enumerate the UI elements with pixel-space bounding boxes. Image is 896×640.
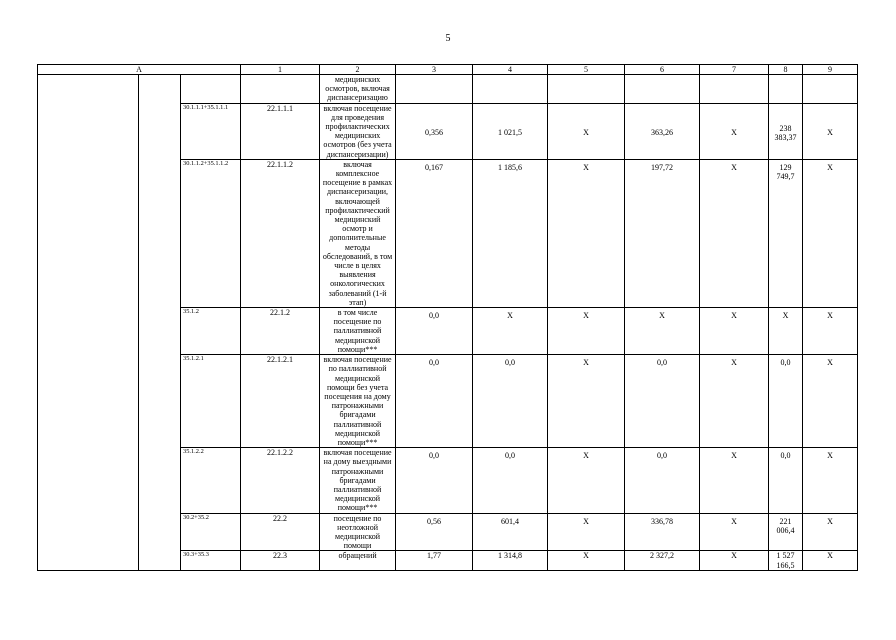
cell-col-9: Х bbox=[803, 448, 858, 513]
page-number: 5 bbox=[445, 33, 451, 44]
financing-table bbox=[37, 64, 858, 571]
cell-col-6 bbox=[625, 75, 700, 104]
cell-col-3: 0,0 bbox=[396, 355, 473, 448]
cell-col-8 bbox=[769, 75, 803, 104]
table-row bbox=[38, 75, 858, 104]
cell-col-8: 1 527 166,5 bbox=[769, 551, 803, 570]
row-name: включая комплексное посещение в рамках диспансеризации, включающей профилактический медицинский осмотр и дополнительные методы обследований, в том числе в целях выявления онкологических заболеваний (1-й этап) bbox=[320, 159, 396, 307]
cell-col-6: Х bbox=[625, 308, 700, 355]
cell-col-4: 1 185,6 bbox=[473, 159, 548, 307]
row-name: включая посещение на дому выездными патронажными бригадами паллиативной медицинской помощи*** bbox=[320, 448, 396, 513]
header-col-4: 4 bbox=[473, 65, 548, 75]
cell-col-4: 601,4 bbox=[473, 513, 548, 551]
cell-col-5: Х bbox=[548, 308, 625, 355]
cell-col-4: 1 314,8 bbox=[473, 551, 548, 570]
row-name: включая посещение для проведения профилактических медицинских осмотров (без учета диспансеризации) bbox=[320, 103, 396, 159]
row-name: включая посещение по паллиативной медицинской помощи без учета посещения на дому патронажными бригадами паллиативной медицинской помощи*** bbox=[320, 355, 396, 448]
cell-col-7: Х bbox=[700, 513, 769, 551]
cell-col-4: 0,0 bbox=[473, 448, 548, 513]
cell-col-7: Х bbox=[700, 448, 769, 513]
row-name: обращений bbox=[320, 551, 396, 570]
cell-col-8: Х bbox=[769, 308, 803, 355]
cell-col-3: 0,0 bbox=[396, 448, 473, 513]
cell-col-7: Х bbox=[700, 103, 769, 159]
row-code: 30.1.1.2+35.1.1.2 bbox=[181, 159, 241, 307]
cell-col-4: Х bbox=[473, 308, 548, 355]
cell-col-8: 0,0 bbox=[769, 448, 803, 513]
cell-col-3: 0,167 bbox=[396, 159, 473, 307]
row-name: медицинских осмотров, включая диспансеризацию bbox=[320, 75, 396, 104]
cell-col-9: Х bbox=[803, 513, 858, 551]
row-code: 30.1.1.1+35.1.1.1 bbox=[181, 103, 241, 159]
header-col-2: 2 bbox=[320, 65, 396, 75]
header-col-1: 1 bbox=[241, 65, 320, 75]
header-col-9: 9 bbox=[803, 65, 858, 75]
cell-col-6: 0,0 bbox=[625, 355, 700, 448]
cell-col-4: 0,0 bbox=[473, 355, 548, 448]
cell-col-4: 1 021,5 bbox=[473, 103, 548, 159]
cell-col-9: Х bbox=[803, 551, 858, 570]
cell-col-5: Х bbox=[548, 551, 625, 570]
cell-col-3: 0,56 bbox=[396, 513, 473, 551]
cell-col-7: Х bbox=[700, 355, 769, 448]
cell-col-7: Х bbox=[700, 308, 769, 355]
cell-col-5 bbox=[548, 75, 625, 104]
header-col-7: 7 bbox=[700, 65, 769, 75]
row-number: 22.1.2.1 bbox=[241, 355, 320, 448]
cell-col-6: 197,72 bbox=[625, 159, 700, 307]
cell-col-9 bbox=[803, 75, 858, 104]
cell-col-3: 0,356 bbox=[396, 103, 473, 159]
header-col-5: 5 bbox=[548, 65, 625, 75]
row-number: 22.3 bbox=[241, 551, 320, 570]
row-number: 22.1.1.1 bbox=[241, 103, 320, 159]
row-name: посещение по неотложной медицинской помощи bbox=[320, 513, 396, 551]
cell-col-5: Х bbox=[548, 103, 625, 159]
cell-col-6: 2 327,2 bbox=[625, 551, 700, 570]
row-name: в том числе посещение по паллиативной медицинской помощи*** bbox=[320, 308, 396, 355]
row-code: 35.1.2.2 bbox=[181, 448, 241, 513]
cell-col-6: 0,0 bbox=[625, 448, 700, 513]
cell-col-9: Х bbox=[803, 355, 858, 448]
cell-col-8: 238 383,37 bbox=[769, 103, 803, 159]
row-code: 30.2+35.2 bbox=[181, 513, 241, 551]
cell-col-7: Х bbox=[700, 551, 769, 570]
cell-col-6: 363,26 bbox=[625, 103, 700, 159]
empty-cell bbox=[139, 75, 181, 571]
cell-col-8: 0,0 bbox=[769, 355, 803, 448]
row-code: 35.1.2 bbox=[181, 308, 241, 355]
cell-col-8: 221 006,4 bbox=[769, 513, 803, 551]
row-code: 30.3+35.3 bbox=[181, 551, 241, 570]
row-code: 35.1.2.1 bbox=[181, 355, 241, 448]
row-number: 22.1.2 bbox=[241, 308, 320, 355]
empty-cell bbox=[38, 75, 139, 571]
row-number: 22.1.1.2 bbox=[241, 159, 320, 307]
header-col-a: А bbox=[38, 65, 241, 75]
row-code bbox=[181, 75, 241, 104]
cell-col-5: Х bbox=[548, 159, 625, 307]
header-col-6: 6 bbox=[625, 65, 700, 75]
cell-col-9: Х bbox=[803, 308, 858, 355]
row-number: 22.2 bbox=[241, 513, 320, 551]
row-number: 22.1.2.2 bbox=[241, 448, 320, 513]
cell-col-7: Х bbox=[700, 159, 769, 307]
cell-col-5: Х bbox=[548, 513, 625, 551]
cell-col-9: Х bbox=[803, 159, 858, 307]
cell-col-6: 336,78 bbox=[625, 513, 700, 551]
header-col-8: 8 bbox=[769, 65, 803, 75]
cell-col-9: Х bbox=[803, 103, 858, 159]
cell-col-5: Х bbox=[548, 448, 625, 513]
cell-col-3: 0,0 bbox=[396, 308, 473, 355]
row-number bbox=[241, 75, 320, 104]
header-col-3: 3 bbox=[396, 65, 473, 75]
cell-col-3 bbox=[396, 75, 473, 104]
cell-col-7 bbox=[700, 75, 769, 104]
cell-col-3: 1,77 bbox=[396, 551, 473, 570]
header-row bbox=[38, 65, 858, 75]
cell-col-5: Х bbox=[548, 355, 625, 448]
cell-col-8: 129 749,7 bbox=[769, 159, 803, 307]
cell-col-4 bbox=[473, 75, 548, 104]
